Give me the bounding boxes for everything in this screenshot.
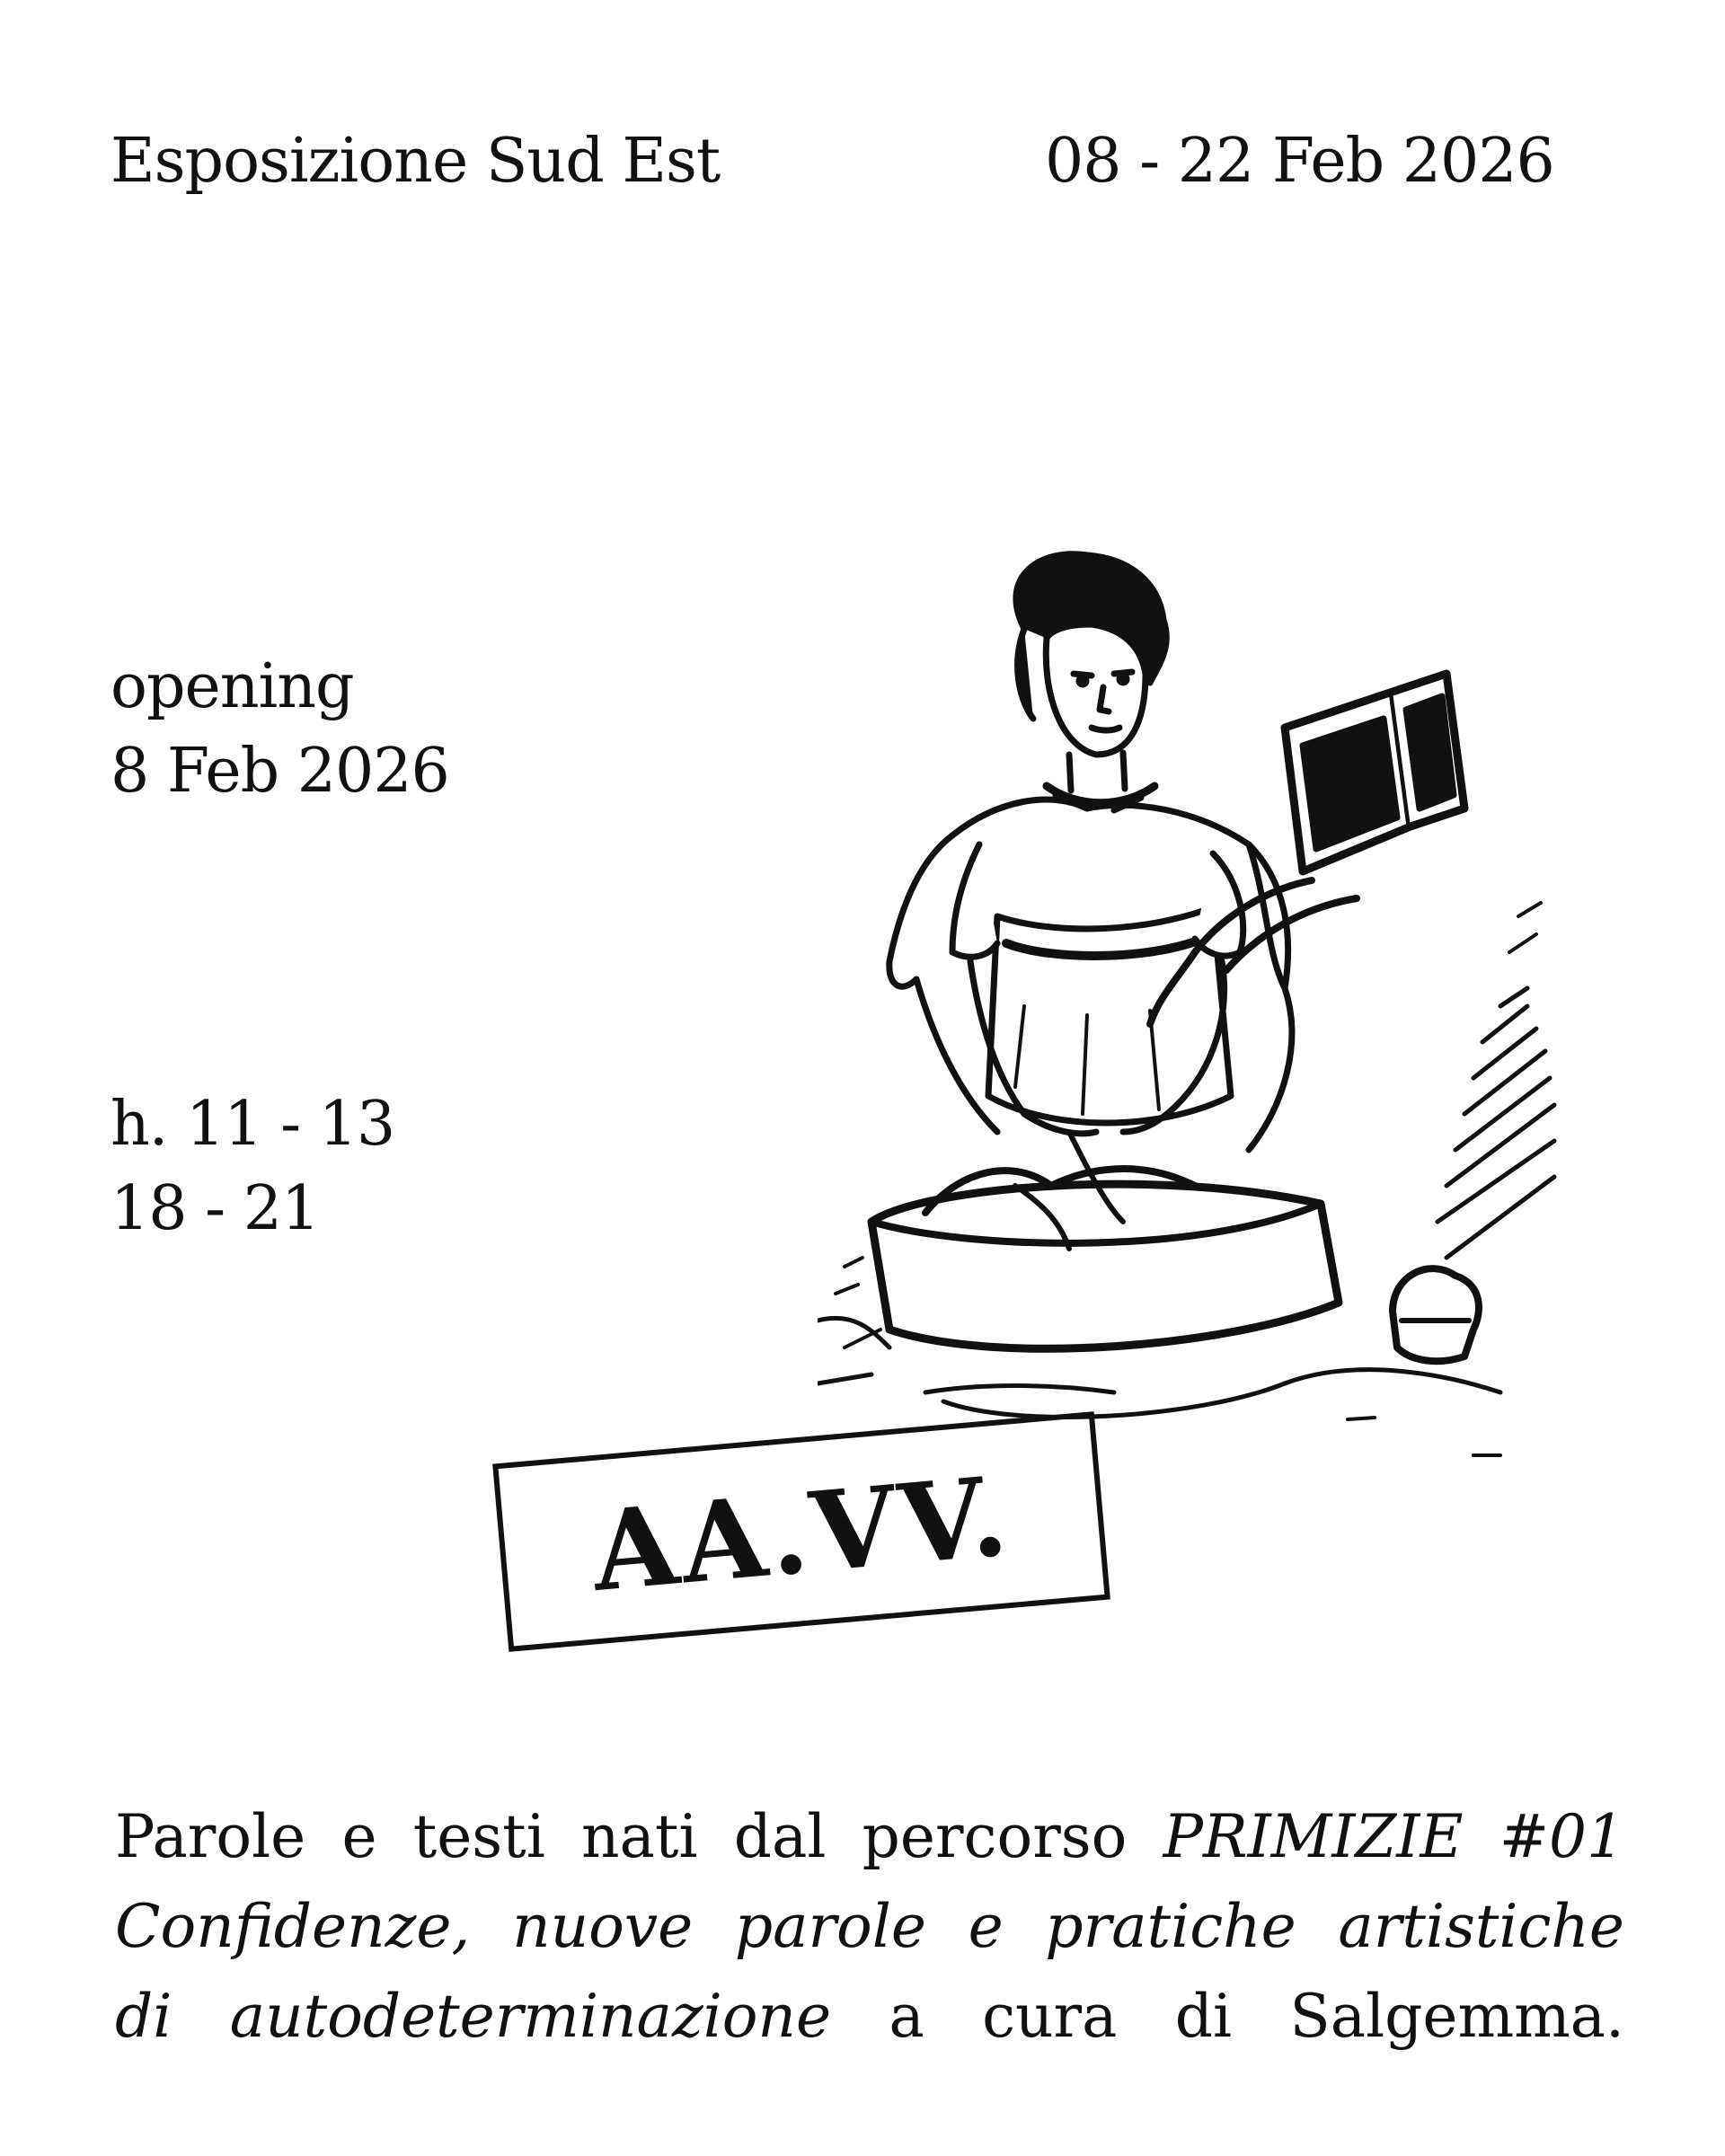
- hours-first: h. 11 - 13: [111, 1089, 395, 1160]
- aavv-stamp: [492, 1411, 1110, 1652]
- opening-label: opening: [111, 651, 354, 722]
- hours-block: [111, 1082, 394, 1251]
- woman-reading-illustration-icon: [818, 539, 1563, 1464]
- description-line-1: [115, 1792, 1624, 1882]
- stamp-text: AA.VV.: [587, 1450, 1016, 1617]
- venue-title: Esposizione Sud Est: [111, 126, 721, 197]
- description-line-3: [115, 1972, 1624, 2062]
- description-line-2: [115, 1882, 1624, 1972]
- description-line3-plain: a cura di Salgemma.: [889, 1982, 1624, 2051]
- hours-second: 18 - 21: [111, 1173, 320, 1244]
- description-line2-italic: Confidenze, nuove parole e pratiche artistiche: [115, 1892, 1624, 1961]
- description-line1-italic: PRIMIZIE #01: [1163, 1802, 1625, 1871]
- description-paragraph: [115, 1792, 1624, 2062]
- exhibition-dates: 08 - 22 Feb 2026: [1045, 126, 1554, 197]
- description-line1-plain: Parole e testi nati dal percorso: [115, 1802, 1128, 1871]
- description-line3-italic: di autodeterminazione: [115, 1982, 831, 2051]
- opening-date: 8 Feb 2026: [111, 736, 449, 807]
- opening-block: [111, 645, 449, 814]
